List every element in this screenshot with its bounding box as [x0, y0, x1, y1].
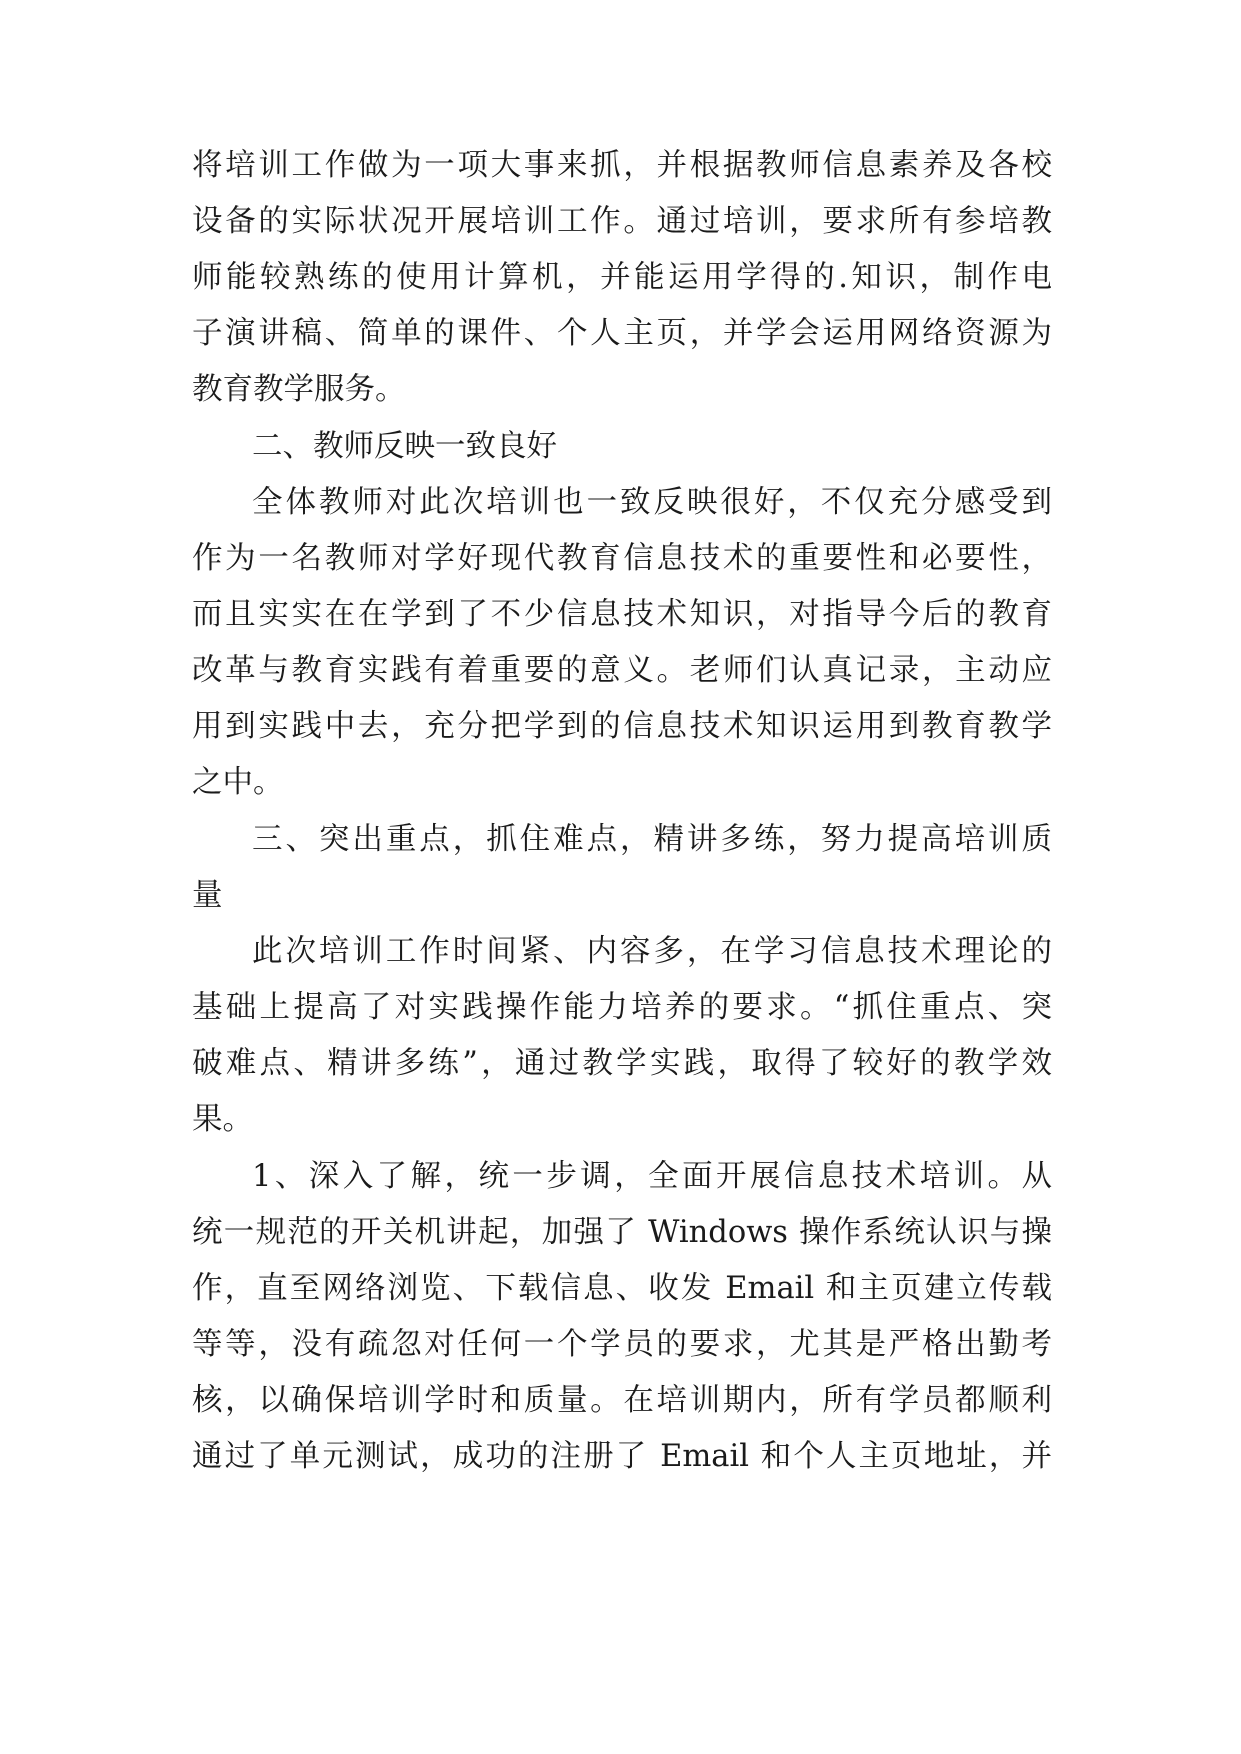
text-line: 作，直至网络浏览、下载信息、收发 Email 和主页建立传载: [192, 1271, 1052, 1306]
section-heading: 二、教师反映一致良好: [252, 429, 557, 464]
text-line: 子演讲稿、简单的课件、个人主页，并学会运用网络资源为: [192, 316, 1052, 351]
text-line: 破难点、精讲多练”，通过教学实践，取得了较好的教学效: [192, 1046, 1052, 1081]
text-line: 果。: [192, 1102, 253, 1137]
text-line: 基础上提高了对实践操作能力培养的要求。“抓住重点、突: [192, 990, 1052, 1025]
text-line: 而且实实在在学到了不少信息技术知识，对指导今后的教育: [192, 597, 1052, 632]
section-heading: 三、突出重点，抓住难点，精讲多练，努力提高培训质: [252, 822, 1052, 857]
text-line: 之中。: [192, 765, 284, 800]
text-line: 1、深入了解，统一步调，全面开展信息技术培训。从: [252, 1159, 1052, 1194]
text-line: 通过了单元测试，成功的注册了 Email 和个人主页地址，并: [192, 1439, 1052, 1474]
text-line: 核，以确保培训学时和质量。在培训期内，所有学员都顺利: [192, 1383, 1052, 1418]
section-heading-continued: 量: [192, 878, 223, 913]
text-line: 改革与教育实践有着重要的意义。老师们认真记录，主动应: [192, 653, 1052, 688]
text-line: 全体教师对此次培训也一致反映很好，不仅充分感受到: [252, 485, 1052, 520]
text-line: 教育教学服务。: [192, 372, 406, 407]
text-line: 将培训工作做为一项大事来抓，并根据教师信息素养及各校: [192, 148, 1052, 183]
text-line: 此次培训工作时间紧、内容多，在学习信息技术理论的: [252, 934, 1052, 969]
text-line: 作为一名教师对学好现代教育信息技术的重要性和必要性，: [192, 541, 1052, 576]
text-line: 师能较熟练的使用计算机，并能运用学得的.知识，制作电: [192, 260, 1052, 295]
text-line: 设备的实际状况开展培训工作。通过培训，要求所有参培教: [192, 204, 1052, 239]
text-line: 等等，没有疏忽对任何一个学员的要求，尤其是严格出勤考: [192, 1327, 1052, 1362]
text-line: 用到实践中去，充分把学到的信息技术知识运用到教育教学: [192, 709, 1052, 744]
text-line: 统一规范的开关机讲起，加强了 Windows 操作系统认识与操: [192, 1215, 1052, 1250]
